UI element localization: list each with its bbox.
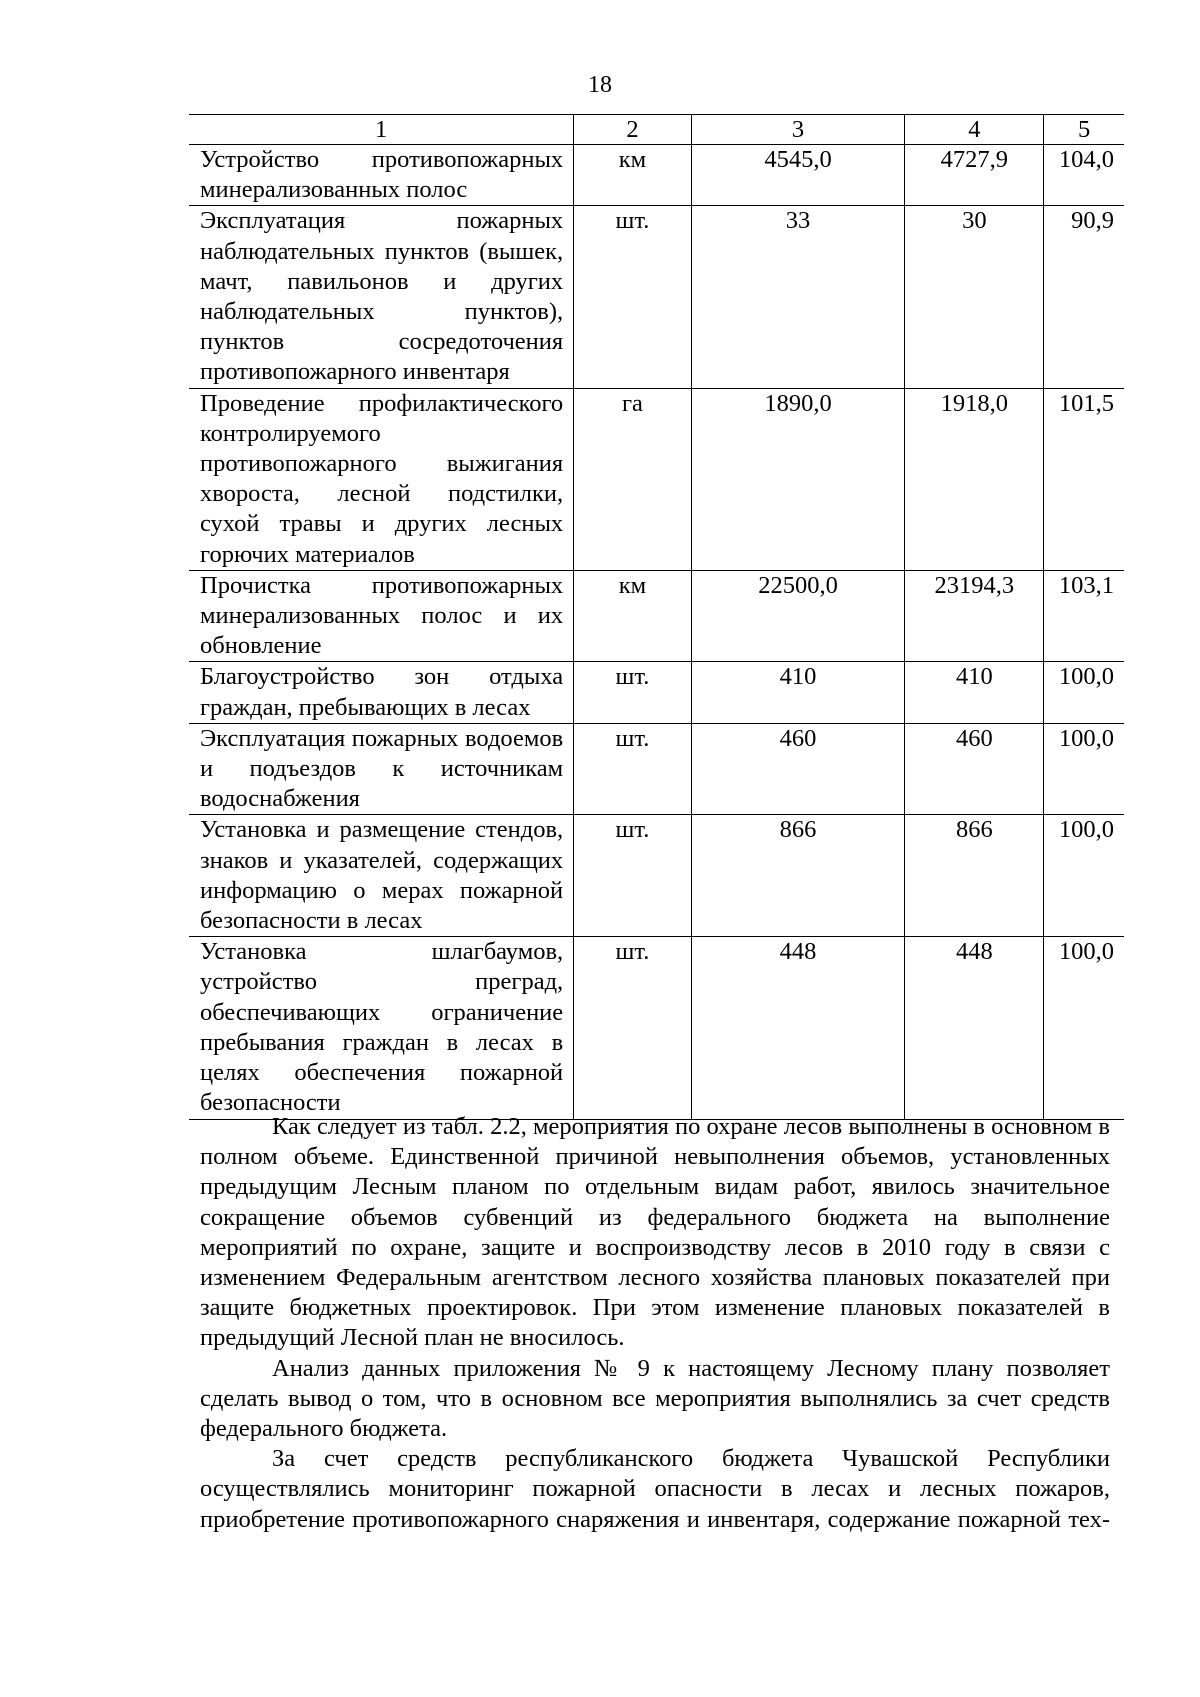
measure-name: Прочистка противопожарных минерализованных полос и их обновление xyxy=(189,570,574,662)
paragraph-conclusion: Как следует из табл. 2.2, мероприятия по охране лесов выполнены в основном в полном объеме. Единственной причиной невыполнения объемов, установленных предыдущим Лесным планом по отдельным видам работ, явилось значительное сокращение объемов субвенций из федерального бюджета на выполнение мероприятий по охране, защите и воспроизводству лесов в 2010 году в связи с изменением Федеральным агентством лесного хозяйства плановых показателей при защите бюджетных проектировок. При этом изменение плановых показателей в предыдущий Лесной план не вносилось. xyxy=(200,1113,1110,1352)
actual-cell: 448 xyxy=(905,937,1044,1119)
percent-cell: 100,0 xyxy=(1044,815,1124,937)
table-row xyxy=(189,570,1124,662)
measure-name: Установка шлагбаумов, устройство преград, обеспечивающих ограничение пребывания граждан в лесах в целях обеспечения пожарной безопасности xyxy=(189,937,574,1119)
paragraph-republican-budget: За счет средств республиканского бюджета Чувашской Республики осуществлялись мониторинг пожарной опасности в лесах и лесных пожаров, приобретение противопожарного снаряжения и инвентаря, содержание пожарной тех- xyxy=(200,1445,1110,1533)
measures-table xyxy=(189,114,1124,1120)
measure-name: Проведение профилактического контролируемого противопожарного выжигания хвороста, лесной подстилки, сухой травы и других лесных горючих материалов xyxy=(189,388,574,570)
column-header-1: 1 xyxy=(189,115,574,145)
actual-cell: 4727,9 xyxy=(905,145,1044,206)
table-header-row xyxy=(189,115,1124,145)
percent-cell: 100,0 xyxy=(1044,723,1124,815)
unit-cell: шт. xyxy=(574,937,692,1119)
planned-cell: 448 xyxy=(691,937,905,1119)
table-row xyxy=(189,388,1124,570)
percent-cell: 103,1 xyxy=(1044,570,1124,662)
table-row xyxy=(189,815,1124,937)
measure-name: Благоустройство зон отдыха граждан, пребывающих в лесах xyxy=(189,662,574,723)
percent-cell: 100,0 xyxy=(1044,937,1124,1119)
actual-cell: 410 xyxy=(905,662,1044,723)
planned-cell: 22500,0 xyxy=(691,570,905,662)
planned-cell: 410 xyxy=(691,662,905,723)
planned-cell: 33 xyxy=(691,206,905,388)
column-header-2: 2 xyxy=(574,115,692,145)
body-text xyxy=(200,1112,1110,1535)
percent-cell: 90,9 xyxy=(1044,206,1124,388)
percent-cell: 101,5 xyxy=(1044,388,1124,570)
unit-cell: км xyxy=(574,570,692,662)
percent-cell: 100,0 xyxy=(1044,662,1124,723)
unit-cell: шт. xyxy=(574,815,692,937)
table-row xyxy=(189,145,1124,206)
planned-cell: 460 xyxy=(691,723,905,815)
planned-cell: 4545,0 xyxy=(691,145,905,206)
actual-cell: 1918,0 xyxy=(905,388,1044,570)
unit-cell: км xyxy=(574,145,692,206)
column-header-4: 4 xyxy=(905,115,1044,145)
table-row xyxy=(189,206,1124,388)
measure-name: Установка и размещение стендов, знаков и указателей, содержащих информацию о мерах пожарной безопасности в лесах xyxy=(189,815,574,937)
planned-cell: 1890,0 xyxy=(691,388,905,570)
table-row xyxy=(189,662,1124,723)
unit-cell: шт. xyxy=(574,662,692,723)
actual-cell: 30 xyxy=(905,206,1044,388)
paragraph-analysis: Анализ данных приложения № 9 к настоящему Лесному плану позволяет сделать вывод о том, что в основном все мероприятия выполнялись за счет средств федерального бюджета. xyxy=(200,1354,1110,1443)
actual-cell: 23194,3 xyxy=(905,570,1044,662)
measure-name: Устройство противопожарных минерализованных полос xyxy=(189,145,574,206)
page-number: 18 xyxy=(588,72,612,98)
actual-cell: 460 xyxy=(905,723,1044,815)
percent-cell: 104,0 xyxy=(1044,145,1124,206)
planned-cell: 866 xyxy=(691,815,905,937)
measure-name: Эксплуатация пожарных водоемов и подъездов к источникам водоснабжения xyxy=(189,723,574,815)
column-header-3: 3 xyxy=(691,115,905,145)
unit-cell: га xyxy=(574,388,692,570)
table-row xyxy=(189,723,1124,815)
unit-cell: шт. xyxy=(574,723,692,815)
measure-name: Эксплуатация пожарных наблюдательных пунктов (вышек, мачт, павильонов и других наблюдательных пунктов), пунктов сосредоточения противопожарного инвентаря xyxy=(189,206,574,388)
column-header-5: 5 xyxy=(1044,115,1124,145)
unit-cell: шт. xyxy=(574,206,692,388)
table-row xyxy=(189,937,1124,1119)
actual-cell: 866 xyxy=(905,815,1044,937)
